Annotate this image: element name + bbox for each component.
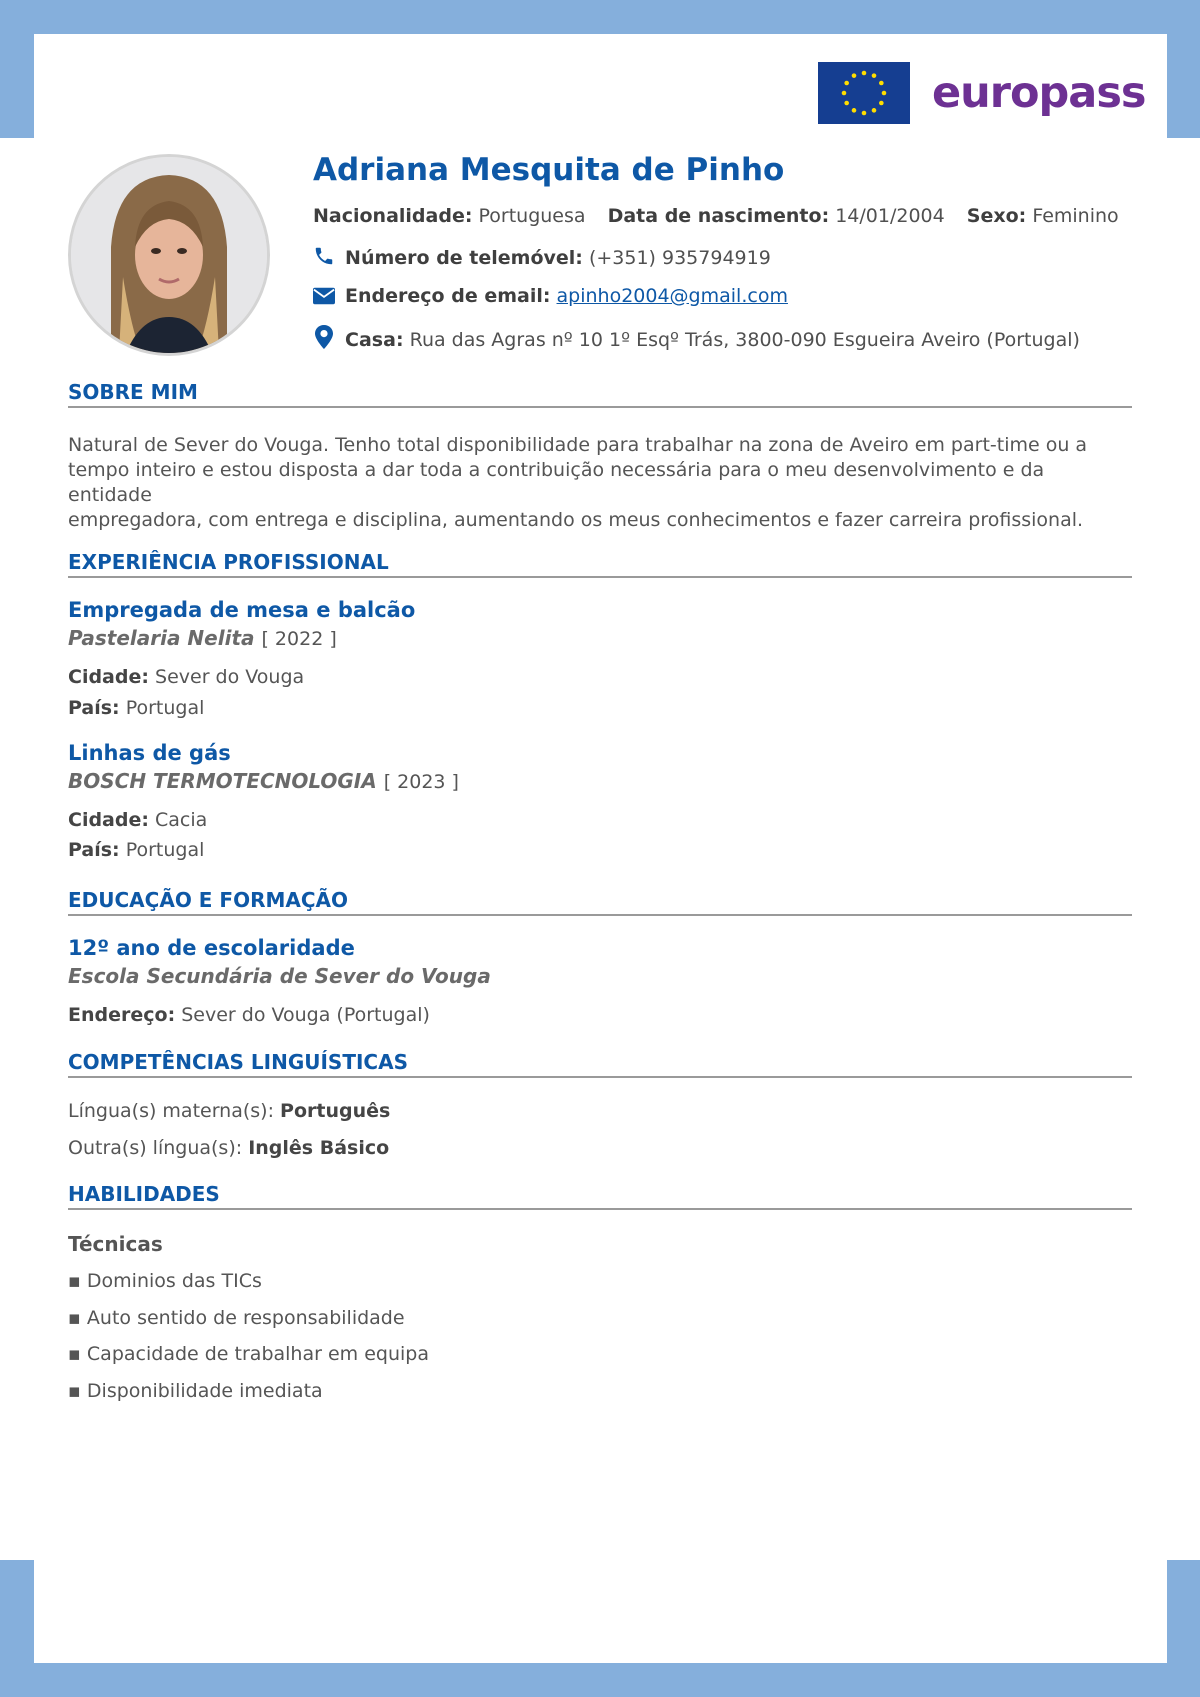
sex-value: Feminino [1032,205,1119,227]
experience-country [68,839,204,861]
map-pin-icon [313,325,335,354]
section-title-skills: HABILIDADES [68,1182,220,1206]
country-value: Portugal [125,839,205,861]
about-line: empregadora, com entrega e disciplina, aumentando os meus conhecimentos e fazer carreira profissional. [68,509,1084,531]
experience-role: Empregada de mesa e balcão [68,598,416,622]
experience-employer [68,769,459,793]
phone-line [313,245,771,272]
phone-icon [313,245,335,272]
section-divider [68,576,1132,578]
experience-role: Linhas de gás [68,741,231,765]
experience-city [68,666,304,688]
city-value: Cacia [155,809,208,831]
about-line: tempo inteiro e estou disposta a dar toda a contribuição necessária para o meu desenvolvimento e da entidade [68,459,1045,506]
eu-star-icon [879,81,884,86]
section-divider [68,1076,1132,1078]
page-frame-bottom [0,1663,1200,1697]
skill-item: ▪ Auto sentido de responsabilidade [68,1307,405,1329]
section-divider [68,914,1132,916]
page-frame-top-left [0,0,34,138]
native-language-label: Língua(s) materna(s): [68,1100,274,1122]
nationality-label: Nacionalidade: [313,205,473,227]
other-language-value: Inglês Básico [248,1137,390,1159]
section-title-experience: EXPERIÊNCIA PROFISSIONAL [68,550,389,574]
profile-photo [68,154,270,356]
about-line: Natural de Sever do Vouga. Tenho total disponibilidade para trabalhar na zona de Aveiro em part-time ou a [68,434,1088,456]
other-language [68,1137,389,1159]
eu-star-icon [862,71,867,76]
section-divider [68,406,1132,408]
city-label: Cidade: [68,666,149,688]
eu-star-icon [882,91,887,96]
eu-star-icon [842,91,847,96]
education-school: Escola Secundária de Sever do Vouga [68,964,491,988]
skill-item: ▪ Disponibilidade imediata [68,1380,323,1402]
eu-star-icon [862,111,867,116]
experience-employer [68,626,337,650]
page-frame-bottom-left [0,1560,34,1697]
birth-date-value: 14/01/2004 [835,205,945,227]
personal-info-line [313,205,1119,227]
eu-star-icon [844,81,849,86]
email-link[interactable]: apinho2004@gmail.com [556,285,788,307]
experience-employer-name: Pastelaria Nelita [68,626,255,650]
section-skills [68,1182,1132,1210]
eu-star-icon [872,73,877,78]
address-label: Endereço: [68,1004,176,1026]
sex-label: Sexo: [966,205,1027,227]
europass-wordmark: europass [932,67,1146,118]
skills-subtitle: Técnicas [68,1232,163,1256]
eu-star-icon [879,101,884,106]
home-address-line [313,325,1080,354]
birth-date-label: Data de nascimento: [607,205,830,227]
page-frame-top-right [1167,0,1200,138]
candidate-name: Adriana Mesquita de Pinho [313,152,785,188]
home-value: Rua das Agras nº 10 1º Esqº Trás, 3800-090 Esgueira Aveiro (Portugal) [409,329,1080,351]
country-label: País: [68,839,120,861]
eu-star-icon [872,108,877,113]
section-title-about: SOBRE MIM [68,380,198,404]
europass-logo [818,62,1146,124]
city-label: Cidade: [68,809,149,831]
native-language-value: Português [280,1100,391,1122]
section-divider [68,1208,1132,1210]
eu-flag-icon [818,62,910,124]
section-experience [68,550,1132,578]
email-line [313,285,788,310]
phone-label: Número de telemóvel: [345,247,583,269]
skill-item: ▪ Capacidade de trabalhar em equipa [68,1343,429,1365]
page-frame-bottom-right [1167,1560,1200,1697]
skill-item: ▪ Dominios das TICs [68,1270,262,1292]
education-degree: 12º ano de escolaridade [68,936,355,960]
section-title-languages: COMPETÊNCIAS LINGUÍSTICAS [68,1050,408,1074]
section-education [68,888,1132,916]
home-label: Casa: [345,329,404,351]
city-value: Sever do Vouga [155,666,305,688]
page-frame-top [0,0,1200,34]
eu-star-icon [852,73,857,78]
experience-country [68,697,204,719]
eu-star-icon [844,101,849,106]
about-text [68,433,1132,533]
native-language [68,1100,390,1122]
section-about [68,380,1132,533]
section-title-education: EDUCAÇÃO E FORMAÇÃO [68,888,349,912]
experience-period: [ 2022 ] [261,628,337,650]
country-value: Portugal [125,697,205,719]
address-value: Sever do Vouga (Portugal) [181,1004,430,1026]
email-icon [313,287,335,310]
experience-employer-name: BOSCH TERMOTECNOLOGIA [68,769,377,793]
email-label: Endereço de email: [345,285,551,307]
phone-value: (+351) 935794919 [588,247,771,269]
experience-period: [ 2023 ] [383,771,459,793]
education-address [68,1004,430,1026]
experience-city [68,809,207,831]
other-language-label: Outra(s) língua(s): [68,1137,243,1159]
nationality-value: Portuguesa [478,205,586,227]
section-languages [68,1050,1132,1078]
country-label: País: [68,697,120,719]
eu-star-icon [852,108,857,113]
